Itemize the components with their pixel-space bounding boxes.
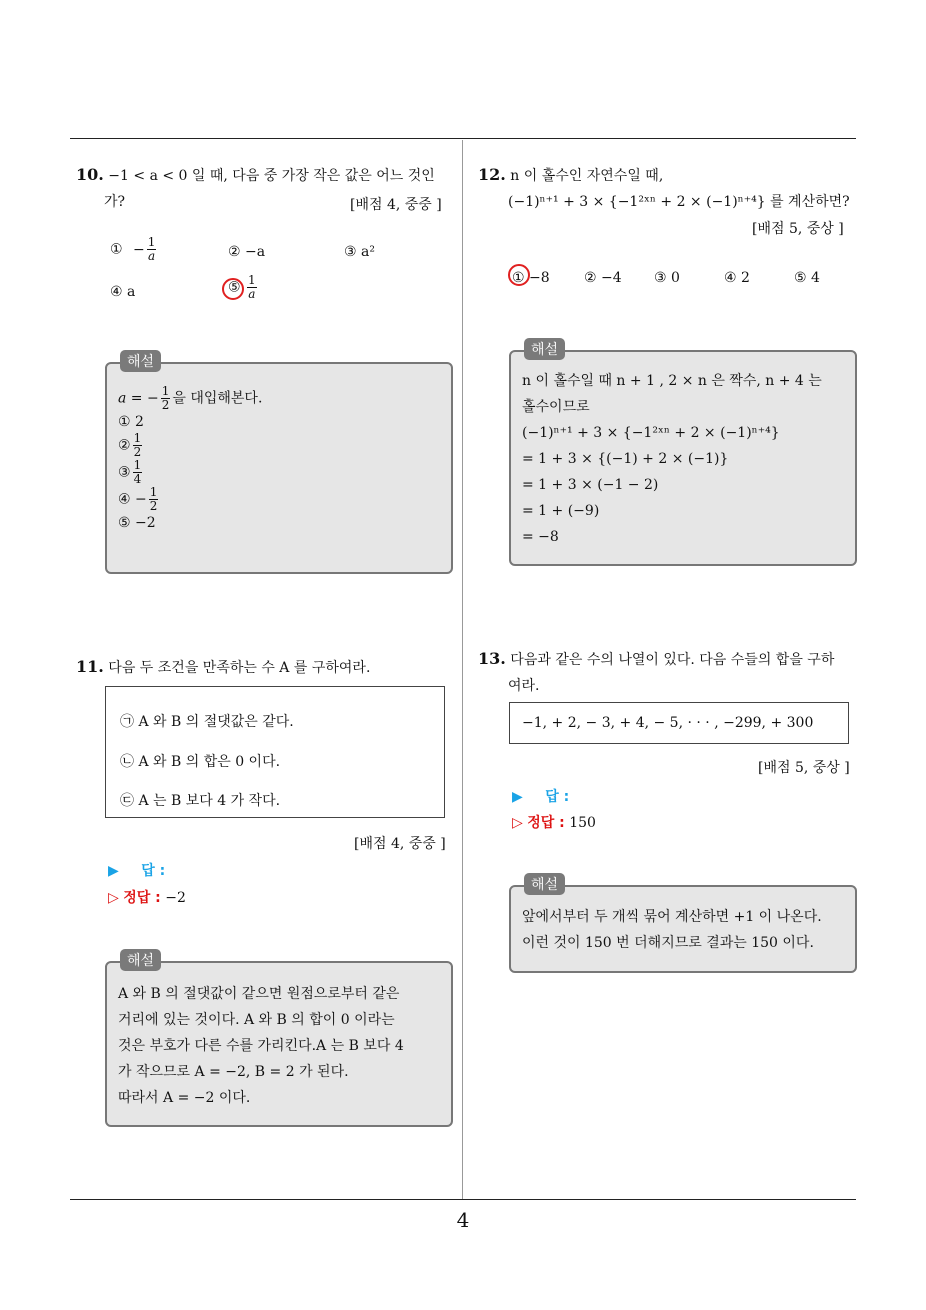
q13-sequence: −1, + 2, − 3, + 4, − 5, · · · , −299, + 300: [522, 715, 814, 731]
frac-num: 1: [133, 431, 142, 445]
q12-expl-line-4: = 1 + 3 × {(−1) + 2 × (−1)}: [522, 451, 729, 467]
top-rule: [70, 138, 856, 139]
q11-correct-row: [108, 887, 186, 907]
frac-den: a: [248, 287, 256, 301]
q13-explanation-tag: 해설: [524, 873, 565, 895]
q10-option-4[interactable]: ④ a: [110, 284, 136, 300]
q10-meta: [배점 4, 중중 ]: [350, 197, 442, 213]
q10-expl-item-2: [118, 432, 262, 459]
q10-option-5-fraction: [247, 274, 257, 301]
q10-expl-item-5: ⑤ −2: [118, 515, 156, 531]
frac-num: 1: [149, 485, 158, 499]
q13-correct-arrow-icon: ▷: [512, 815, 523, 831]
q12-option-1[interactable]: ① −8: [512, 270, 550, 286]
q13-sequence-box: [509, 702, 849, 744]
q13-answer-row[interactable]: [512, 786, 569, 806]
q13-text-line2: 여라.: [508, 678, 540, 694]
q11-expl-line-5: 따라서 A = −2 이다.: [118, 1090, 251, 1106]
q11-expl-line-1: A 와 B 의 절댓값이 같으면 원점으로부터 같은: [118, 986, 400, 1002]
column-divider: [462, 140, 463, 1200]
frac-num: 1: [161, 384, 170, 398]
q12-number: 12.: [478, 165, 506, 184]
q11-correct-arrow-icon: ▷: [108, 890, 119, 906]
q10-text-line2: 가?: [104, 194, 126, 210]
frac-num: 1: [248, 273, 256, 287]
q11-text: 다음 두 조건을 만족하는 수 A 를 구하여라.: [108, 660, 371, 676]
q10-option-1-fraction: [147, 236, 157, 263]
q13-meta: [배점 5, 중상 ]: [758, 760, 850, 776]
q10-number: 10.: [76, 165, 104, 184]
q12-expl-line-6: = 1 + (−9): [522, 503, 600, 519]
q11-explanation-tag: 해설: [120, 949, 161, 971]
q12-expl-line-5: = 1 + 3 × (−1 − 2): [522, 477, 659, 493]
q13-expl-line-1: 앞에서부터 두 개씩 묶어 계산하면 +1 이 나온다.: [522, 909, 822, 925]
q10-expl-lead-text: a = −: [118, 390, 159, 407]
q10-option-1[interactable]: ① − $\frac{1}{a}$: [110, 235, 156, 263]
q12-meta: [배점 5, 중상 ]: [752, 221, 844, 237]
q12-option-3[interactable]: ③ 0: [654, 270, 680, 286]
q11-conditions-box: [105, 686, 445, 818]
q13-explanation-body: [522, 904, 822, 956]
q10-explanation-tag: 해설: [120, 350, 161, 372]
q11-expl-line-3: 것은 부호가 다른 수를 가리킨다.A 는 B 보다 4: [118, 1038, 404, 1054]
page-number: 4: [456, 1208, 470, 1232]
frac-den: 2: [161, 398, 170, 412]
q13-number: 13.: [478, 649, 506, 668]
q10-expl-item-1: ① 2: [118, 414, 144, 430]
q11-answer-row[interactable]: [108, 860, 165, 880]
q10-selected-circle: [222, 278, 244, 300]
q12-expl-line-3: (−1)ⁿ⁺¹ + 3 × {−1²ˣⁿ + 2 × (−1)ⁿ⁺⁴}: [522, 425, 780, 441]
q11-meta: [배점 4, 중중 ]: [354, 836, 446, 852]
q11-condition-2: ㉡ A 와 B 의 합은 0 이다.: [120, 754, 281, 770]
q13-question: [478, 646, 862, 699]
q11-answer-arrow-icon: ▶: [108, 863, 119, 879]
q12-explanation-tag: 해설: [524, 338, 565, 360]
q10-explanation-body: [118, 385, 262, 533]
q13-answer-arrow-icon: ▶: [512, 789, 523, 805]
q10-expl-item-3: [118, 459, 262, 486]
q10-expl-item-2-label: ②: [118, 437, 131, 454]
q10-option-1-label: ①: [110, 241, 123, 258]
q10-expl-lead: [118, 385, 262, 412]
q12-selected-circle: [508, 264, 530, 286]
q11-answer-label: 답 :: [141, 863, 166, 879]
q12-text-line2: (−1)ⁿ⁺¹ + 3 × {−1²ˣⁿ + 2 × (−1)ⁿ⁺⁴} 를 계산하면?: [508, 194, 850, 210]
q13-text-line1: 다음과 같은 수의 나열이 있다. 다음 수들의 합을 구하: [510, 652, 835, 668]
q12-explanation-body: [522, 368, 822, 550]
q10-option-5-label: ⑤: [228, 279, 241, 296]
q10-option-2[interactable]: ② −a: [228, 244, 266, 260]
frac-den: 2: [149, 499, 158, 513]
bottom-rule: [70, 1199, 856, 1200]
q10-text-line1: −1 < a < 0 일 때, 다음 중 가장 작은 값은 어느 것인: [108, 168, 435, 184]
frac-den: 2: [133, 445, 142, 459]
q10-expl-item-3-label: ③: [118, 464, 131, 481]
q11-explanation-body: [118, 981, 404, 1111]
q12-option-4[interactable]: ④ 2: [724, 270, 750, 286]
q13-correct-label: 정답 :: [527, 815, 565, 831]
q11-condition-1: ㉠ A 와 B 의 절댓값은 같다.: [120, 714, 294, 730]
q12-expl-line-2: 홀수이므로: [522, 399, 590, 415]
q11-number: 11.: [76, 657, 104, 676]
q11-condition-3: ㉢ A 는 B 보다 4 가 작다.: [120, 793, 281, 809]
q12-question: [478, 162, 862, 215]
q12-option-5[interactable]: ⑤ 4: [794, 270, 820, 286]
q10-expl-item-4-frac: [149, 486, 159, 513]
q13-correct-row: [512, 812, 596, 832]
q10-expl-item-2-frac: [133, 432, 143, 459]
q10-option-3[interactable]: ③ a²: [344, 244, 375, 260]
q12-expl-line-7: = −8: [522, 529, 559, 545]
q11-correct-label: 정답 :: [123, 890, 161, 906]
q10-expl-item-4-label: ④ −: [118, 491, 147, 508]
q10-expl-lead-end: 을 대입해본다.: [172, 390, 263, 407]
frac-den: a: [147, 249, 156, 263]
q10-expl-item-4: [118, 486, 262, 513]
q11-expl-line-2: 거리에 있는 것이다. A 와 B 의 합이 0 이라는: [118, 1012, 395, 1028]
q11-correct-value: −2: [165, 890, 186, 906]
q13-correct-value: 150: [569, 815, 596, 831]
q12-option-2[interactable]: ② −4: [584, 270, 622, 286]
q13-expl-line-2: 이런 것이 150 번 더해지므로 결과는 150 이다.: [522, 935, 814, 951]
frac-num: 1: [147, 235, 156, 249]
q10-expl-item-3-frac: [133, 459, 143, 486]
q11-question: [76, 654, 460, 681]
q12-expl-line-1: n 이 홀수일 때 n + 1 , 2 × n 은 짝수, n + 4 는: [522, 373, 822, 389]
frac-den: 4: [133, 472, 142, 486]
q12-text-line1: n 이 홀수인 자연수일 때,: [510, 168, 664, 184]
q10-expl-lead-frac: [161, 385, 171, 412]
frac-num: 1: [133, 458, 142, 472]
q13-answer-label: 답 :: [545, 789, 570, 805]
q11-expl-line-4: 가 작으므로 A = −2, B = 2 가 된다.: [118, 1064, 349, 1080]
